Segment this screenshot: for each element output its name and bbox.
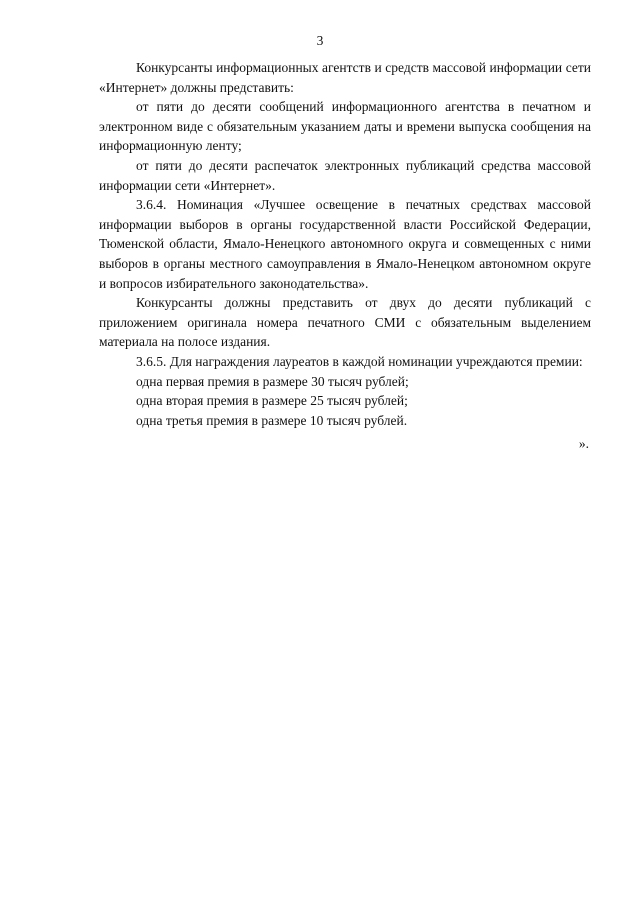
- prize-first: одна первая премия в размере 30 тысяч рублей;: [136, 373, 409, 389]
- prize-second: одна вторая премия в размере 25 тысяч рублей;: [136, 393, 408, 409]
- paragraph-internet-media-requirements: Конкурсанты информационных агентств и средств массовой информации сети «Интернет» должны представить:: [99, 60, 591, 95]
- paragraph-news-agency-messages: от пяти до десяти сообщений информационного агентства в печатном и электронном виде с обязательным указанием даты и времени выпуска сообщения на информационную ленту;: [99, 99, 591, 154]
- paragraph-internet-printouts: от пяти до десяти распечаток электронных публикаций средства массовой информации сети «Интернет».: [99, 157, 591, 193]
- paragraph-print-media-requirements: Конкурсанты должны представить от двух до десяти публикаций с приложением оригинала номера печатного СМИ с обязательным выделением материала на полосе издания.: [99, 295, 591, 350]
- page-number: 3: [316, 33, 324, 48]
- paragraph-awards-3-6-5: 3.6.5. Для награждения лауреатов в каждой номинации учреждаются премии:: [136, 353, 583, 369]
- document-body: [99, 58, 591, 454]
- closing-quote-mark: ».: [578, 436, 589, 452]
- prize-third: одна третья премия в размере 10 тысяч рублей.: [136, 412, 408, 428]
- paragraph-nomination-3-6-4: 3.6.4. Номинация «Лучшее освещение в печатных средствах массовой информации выборов в органы государственной власти Российской Федерации, Тюменской области, Ямало-Ненецкого автономного округа и совмещенных с ними выборов в органы местного самоуправления в Ямало-Ненецком автономном округе и вопросов избирательного законодательства».: [99, 197, 591, 291]
